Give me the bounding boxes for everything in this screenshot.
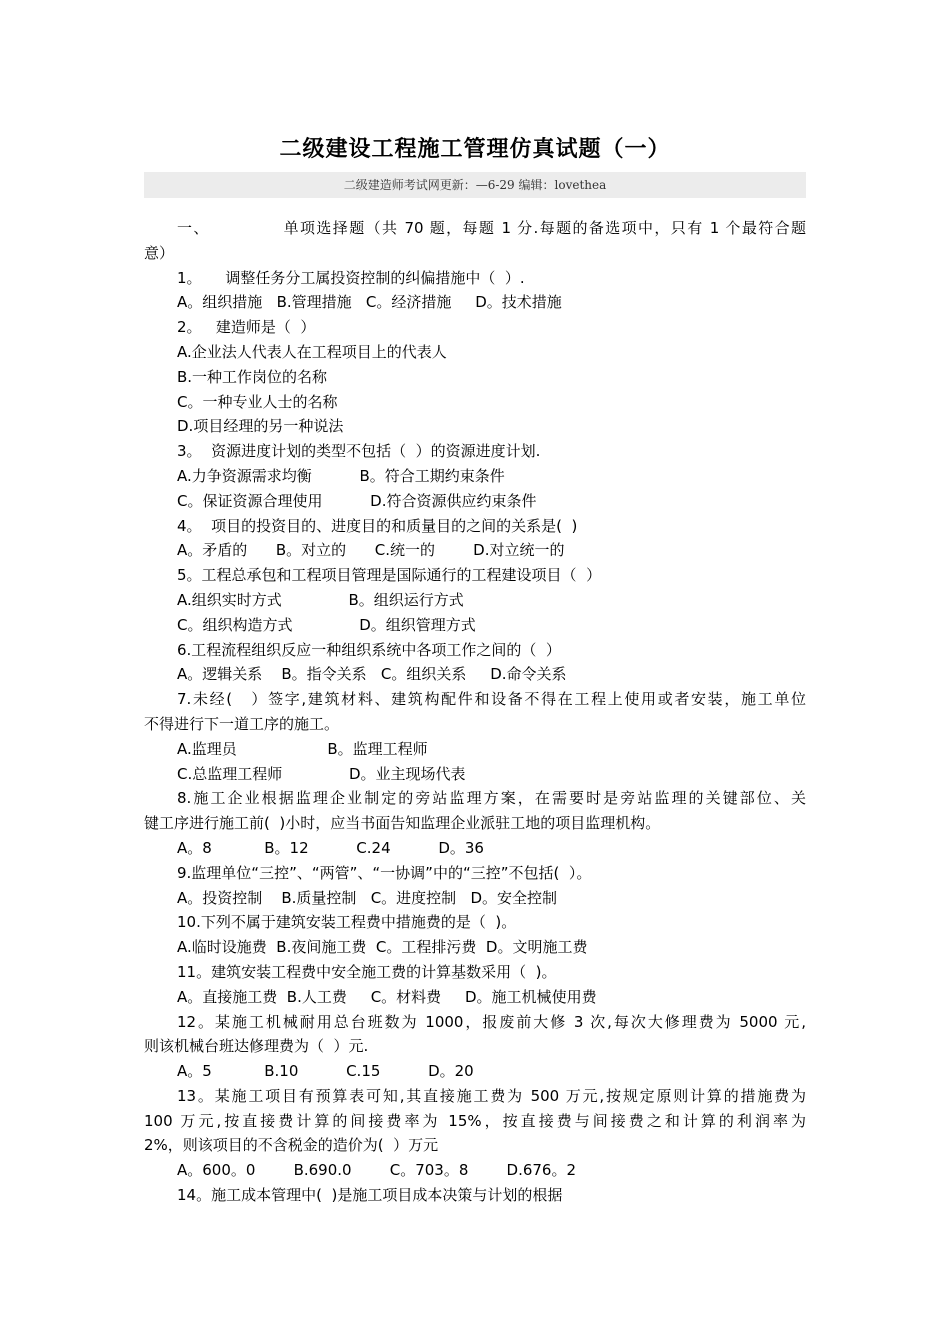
text-line: 11。建筑安装工程费中安全施工费的计算基数采用（ )。 bbox=[177, 962, 557, 981]
text-line: 8.施工企业根据监理企业制定的旁站监理方案，在需要时是旁站监理的关键部位、关 bbox=[177, 789, 806, 808]
text-line: 不得进行下一道工序的施工。 bbox=[144, 714, 340, 733]
text-line: 一、 单项选择题（共 70 题，每题 1 分.每题的备选项中，只有 1 个最符合题 bbox=[177, 219, 806, 237]
text-line: A。矛盾的 B。对立的 C.统一的 D.对立统一的 bbox=[177, 541, 565, 560]
exam-content bbox=[144, 216, 806, 1208]
text-line: C.总监理工程师 D。业主现场代表 bbox=[177, 764, 466, 783]
text-line: A。组织措施 B.管理措施 C。经济措施 D。技术措施 bbox=[177, 293, 562, 312]
text-line: 意） bbox=[144, 243, 175, 262]
text-line: C。组织构造方式 D。组织管理方式 bbox=[177, 615, 476, 634]
text-line: A.临时设施费 B.夜间施工费 C。工程排污费 D。文明施工费 bbox=[177, 938, 588, 957]
text-line: 4。 项目的投资目的、进度目的和质量目的之间的关系是( ) bbox=[177, 516, 578, 535]
text-line: D.项目经理的另一种说法 bbox=[177, 417, 344, 436]
text-line: 2。 建造师是（ ） bbox=[177, 318, 316, 337]
text-line: A。逻辑关系 B。指令关系 C。组织关系 D.命令关系 bbox=[177, 665, 567, 684]
text-line: 14。施工成本管理中( )是施工项目成本决策与计划的根据 bbox=[177, 1186, 563, 1205]
text-line: 6.工程流程组织反应一种组织系统中各项工作之间的（ ） bbox=[177, 640, 561, 659]
update-info-bar: 二级建造师考试网更新：—6-29 编辑：lovethea bbox=[144, 172, 806, 198]
text-line: 7.未经( ）签字,建筑材料、建筑构配件和设备不得在工程上使用或者安装，施工单位 bbox=[177, 690, 806, 709]
text-line: C。保证资源合理使用 D.符合资源供应约束条件 bbox=[177, 491, 537, 510]
text-line: A.企业法人代表人在工程项目上的代表人 bbox=[177, 342, 447, 361]
text-line: A。投资控制 B.质量控制 C。进度控制 D。安全控制 bbox=[177, 888, 558, 907]
text-line: 10.下列不属于建筑安装工程费中措施费的是（ )。 bbox=[177, 913, 517, 932]
text-line: A。600。0 B.690.0 C。703。8 D.676。2 bbox=[177, 1161, 577, 1180]
text-line: A。直接施工费 B.人工费 C。材料费 D。施工机械使用费 bbox=[177, 987, 597, 1006]
document-title: 二级建设工程施工管理仿真试题（一） bbox=[279, 137, 671, 162]
text-line: A。8 B。12 C.24 D。36 bbox=[177, 838, 484, 857]
text-line: 则该机械台班达修理费为（ ）元. bbox=[144, 1037, 369, 1056]
text-line: 3。 资源进度计划的类型不包括（ ）的资源进度计划. bbox=[177, 442, 541, 461]
text-line: B.一种工作岗位的名称 bbox=[177, 367, 328, 386]
text-line: 键工序进行施工前( )小时，应当书面告知监理企业派驻工地的项目监理机构。 bbox=[144, 814, 661, 833]
text-line: 5。工程总承包和工程项目管理是国际通行的工程建设项目（ ） bbox=[177, 566, 602, 585]
text-line: A。5 B.10 C.15 D。20 bbox=[177, 1062, 474, 1081]
text-line: 12。某施工机械耐用总台班数为 1000，报废前大修 3 次,每次大修理费为 5000 元, bbox=[177, 1012, 806, 1031]
text-line: C。一种专业人士的名称 bbox=[177, 392, 338, 411]
text-line: 13。某施工项目有预算表可知,其直接施工费为 500 万元,按规定原则计算的措施费为 bbox=[177, 1086, 806, 1105]
text-line: 2%，则该项目的不含税金的造价为( ）万元 bbox=[144, 1136, 439, 1155]
text-line: A.监理员 B。监理工程师 bbox=[177, 739, 428, 758]
text-line: 1。 调整任务分工属投资控制的纠偏措施中（ ）. bbox=[177, 268, 525, 287]
text-line: 100 万元,按直接费计算的间接费率为 15%，按直接费与间接费之和计算的利润率为 bbox=[144, 1111, 806, 1130]
text-line: A.组织实时方式 B。组织运行方式 bbox=[177, 590, 464, 609]
text-line: A.力争资源需求均衡 B。符合工期约束条件 bbox=[177, 466, 505, 485]
text-line: 9.监理单位“三控”、“两管”、“一协调”中的“三控”不包括( ）。 bbox=[177, 863, 592, 882]
